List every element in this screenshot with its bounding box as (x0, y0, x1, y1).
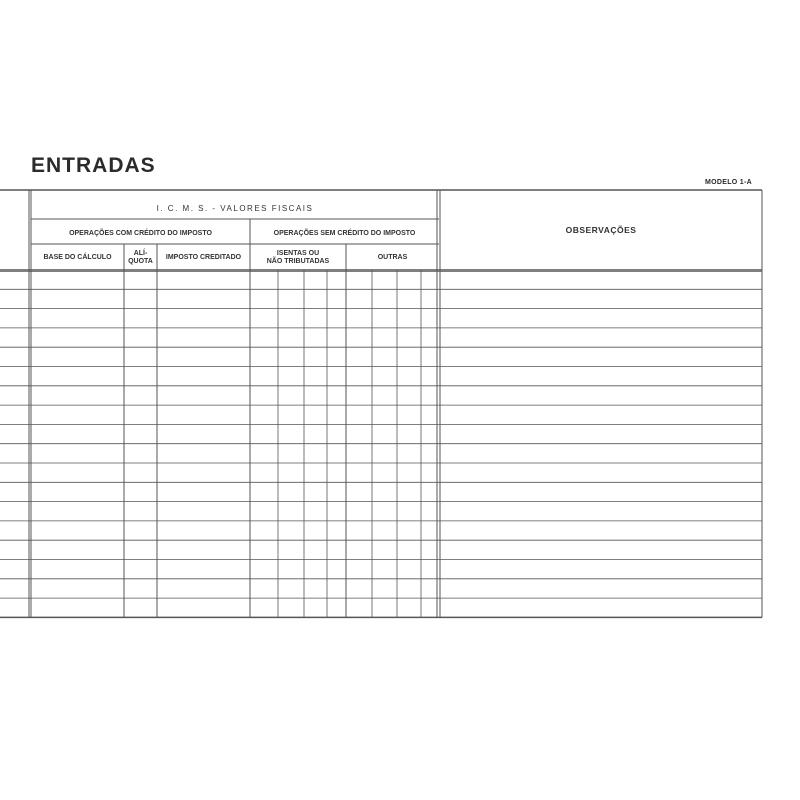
without-credit-header: OPERAÇÕES SEM CRÉDITO DO IMPOSTO (273, 230, 416, 237)
aliquota-header: ALÍ- QUOTA (128, 250, 153, 265)
observations-header: OBSERVAÇÕES (565, 225, 637, 235)
isentas-header: ISENTAS OU NÃO TRIBUTADAS (266, 250, 330, 265)
with-credit-header: OPERAÇÕES COM CRÉDITO DO IMPOSTO (69, 230, 212, 237)
outras-header: OUTRAS (377, 254, 408, 261)
base-calculo-header: BASE DO CÁLCULO (43, 254, 112, 261)
icms-group-header: I. C. M. S. - VALORES FISCAIS (156, 204, 314, 213)
form-model-label: MODELO 1-A (705, 179, 752, 186)
imposto-creditado-header: IMPOSTO CREDITADO (165, 254, 242, 261)
form-title: ENTRADAS (31, 154, 156, 177)
